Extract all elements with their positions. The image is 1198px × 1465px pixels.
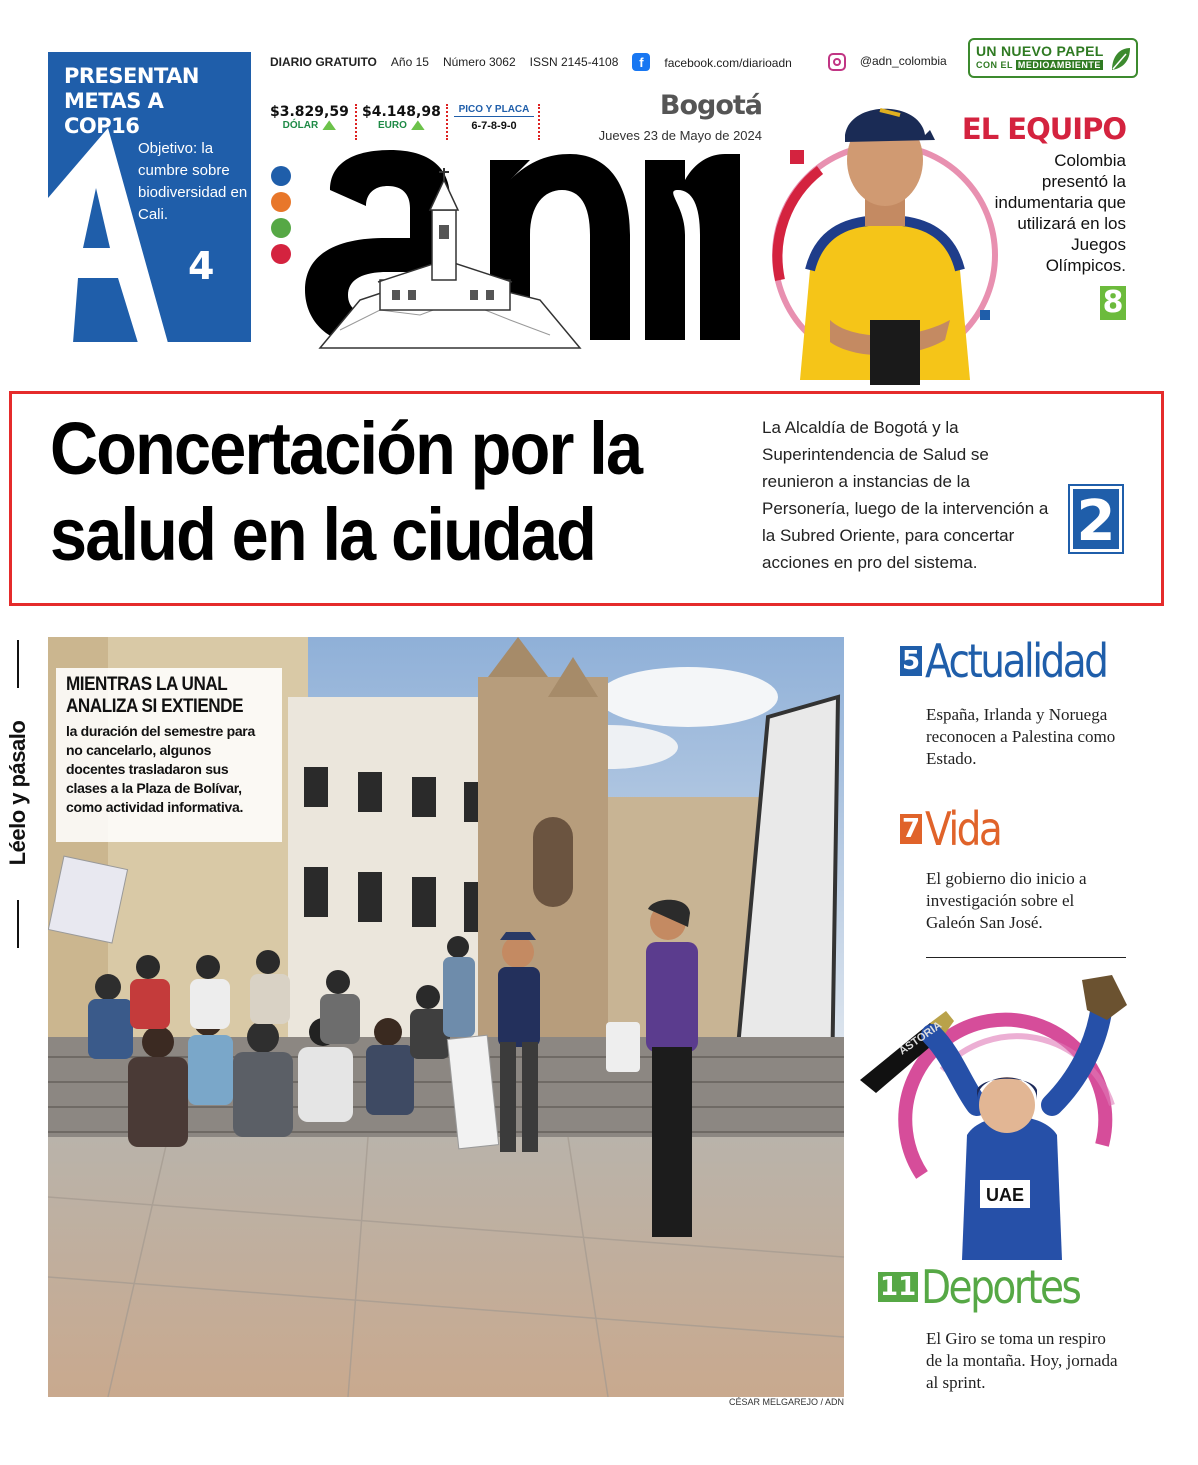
eco-badge-sub-strong: MEDIOAMBIENTE [1017,60,1101,70]
divider [446,104,448,140]
adn-logo[interactable] [300,150,740,350]
euro-indicator [362,104,441,131]
up-arrow-icon [322,120,336,130]
dollar-label-row [270,120,349,131]
dollar-label: DÓLAR [282,120,319,131]
caption-text: la duración del semestre para no cancelarlo, algunos docentes trasladaron sus clases a la Plaza de Bolívar, como actividad informativa. [66,723,255,815]
eco-paper-badge [968,38,1138,78]
cyclist-photo [852,975,1132,1260]
euro-label: EURO [377,120,407,131]
side-rule [17,640,19,688]
section-title: Vida [925,802,1001,856]
dollar-indicator [270,104,349,131]
leaf-icon [1110,46,1132,72]
divider [355,104,357,140]
equipo-text: Colombia presentó la indumentaria que utilizará en los Juegos Olímpicos. [994,151,1126,275]
lead-page-number: 2 [1070,486,1122,552]
color-dots [271,166,293,270]
eco-badge-sub-prefix: CON EL [976,60,1013,70]
lead-headline: Concertación por la salud en la ciudad [50,407,642,576]
divider [538,104,540,140]
issue-date: Jueves 23 de Mayo de 2024 [598,128,762,143]
promo-page-number: 4 [188,244,215,288]
pico-label: PICO Y PLACA [454,104,534,117]
facebook-handle: facebook.com/diarioadn [664,56,792,70]
lead-story[interactable] [9,391,1164,606]
free-paper-label: DIARIO GRATUITO [270,55,377,69]
side-rule [17,900,19,948]
masthead-info [270,53,975,71]
instagram-link[interactable] [828,53,961,71]
blue-dot [271,166,291,186]
section-page-number: 7 [902,814,921,844]
section-page-number: 11 [880,1272,917,1302]
facebook-icon: f [632,53,650,71]
photo-caption [56,668,282,842]
euro-label-row [362,120,441,131]
orange-dot [271,192,291,212]
issn: ISSN 2145-4108 [529,55,619,69]
up-arrow-icon [411,120,425,130]
section-vida[interactable] [900,804,1014,854]
section-deportes[interactable] [878,1262,1107,1312]
section-title: Actualidad [925,634,1107,688]
caption-headline: MIENTRAS LA UNAL ANALIZA SI EXTIENDE [66,674,244,717]
instagram-icon [828,53,846,71]
city-name: Bogotá [659,90,762,121]
red-dot [271,244,291,264]
cyclist-jersey-text: UAE [985,1185,1025,1205]
promo-text: Objetivo: la cumbre sobre biodiversidad en Cali. [138,140,248,223]
eco-badge-main: UN NUEVO PAPEL [976,43,1104,59]
bottle-label: ASTORIA [896,1019,945,1058]
section-summary: España, Irlanda y Noruega reconocen a Palestina como Estado. [926,705,1116,768]
facebook-link[interactable] [632,53,805,71]
equipo-page-number[interactable]: 8 [1100,286,1126,320]
year-label: Año 15 [390,55,429,69]
green-dot [271,218,291,238]
euro-value: $4.148,98 [362,104,441,120]
section-summary: El gobierno dio inicio a investigación sobre el Galeón San José. [926,869,1087,932]
dollar-value: $3.829,59 [270,104,349,120]
side-label: Léelo y pásalo [5,720,30,866]
instagram-handle: @adn_colombia [859,54,947,69]
lead-summary: La Alcaldía de Bogotá y la Superintendencia de Salud se reunieron a instancias de la Personería, luego de la intervención a la Subred Oriente, para concertar acciones en pro del sistema. [762,418,1049,572]
photo-credit: CÉSAR MELGAREJO / ADN [728,1397,844,1407]
pico-value: 6-7-8-9-0 [471,120,517,132]
section-actualidad[interactable] [900,636,1139,686]
section-summary: El Giro se toma un respiro de la montaña. Hoy, jornada al sprint. [926,1329,1118,1392]
pico-y-placa [454,104,534,132]
issue-number: Número 3062 [442,55,516,69]
section-page-number: 5 [902,646,921,676]
equipo-title: EL EQUIPO [961,112,1126,146]
promo-cop16[interactable] [48,52,251,342]
section-divider [926,957,1126,958]
eco-badge-sub [976,60,1130,70]
section-title: Deportes [921,1260,1080,1314]
promo-headline: PRESENTAN METAS A COP16 [64,64,199,138]
